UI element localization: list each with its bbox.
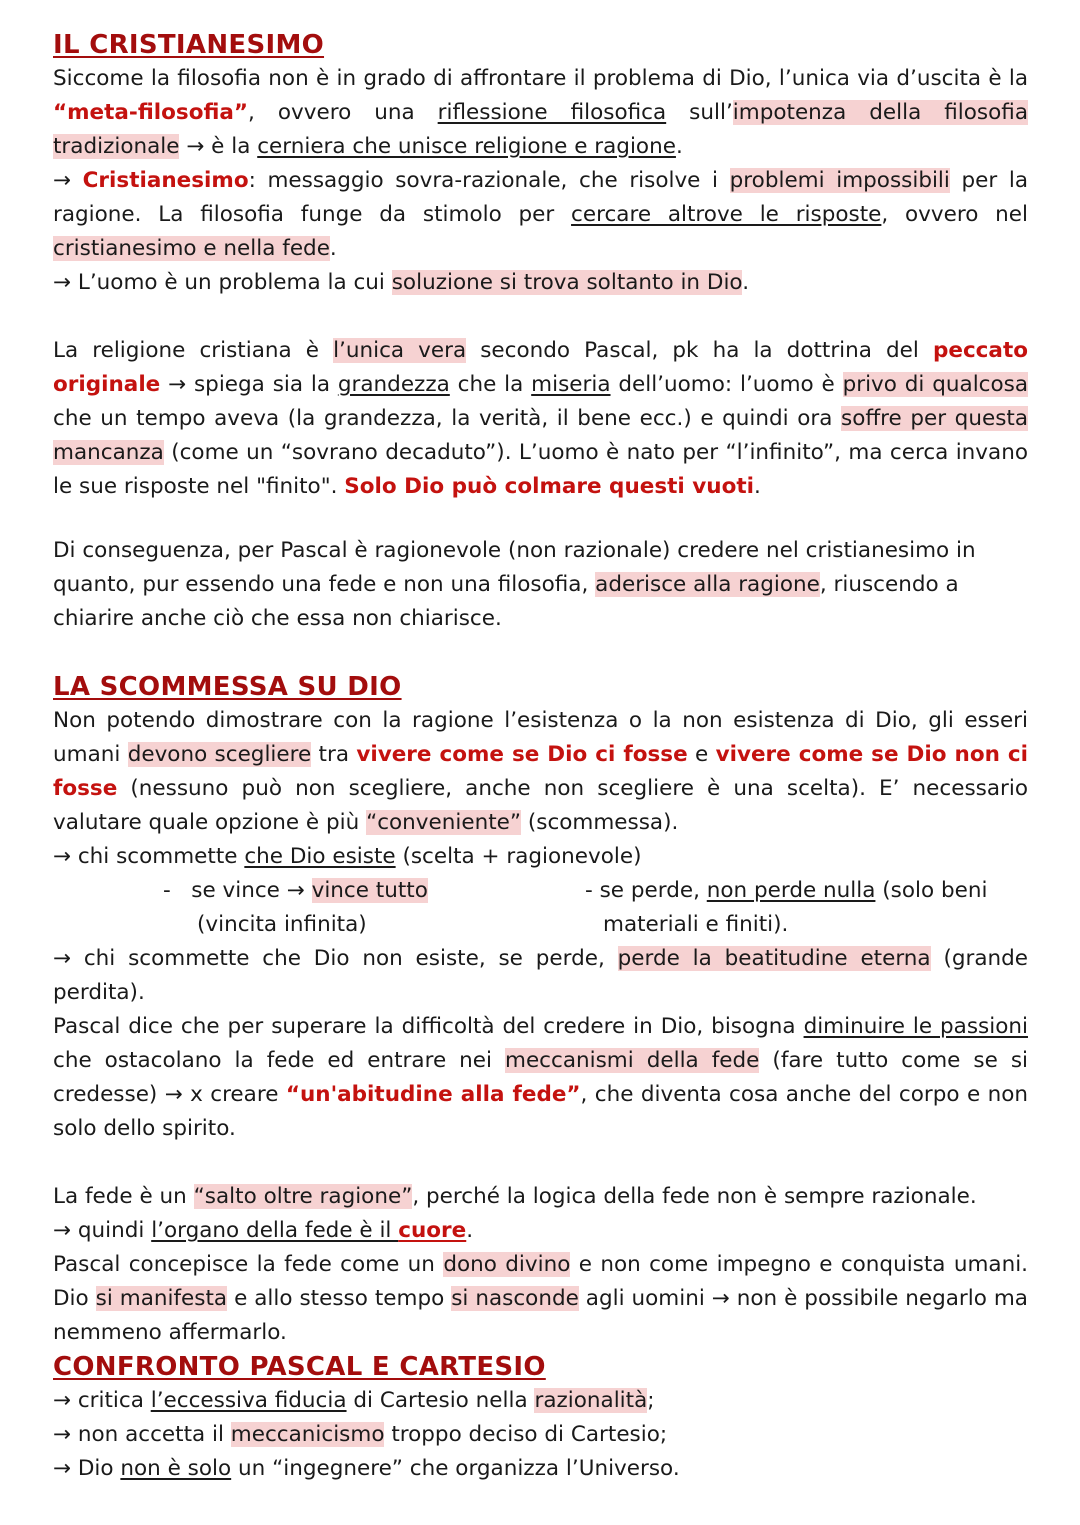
underlined-text: non è solo xyxy=(120,1456,232,1481)
highlighted-text: dono divino xyxy=(443,1252,571,1277)
text: , che diventa cosa anche del corpo e non solo dello spirito. xyxy=(53,1082,1028,1141)
text: Di conseguenza, per Pascal è ragionevole (non razionale) credere nel cristianesimo in quanto, pur essendo una fede e non una filosofia, xyxy=(53,538,976,597)
text: Pascal dice che per superare la difficoltà del credere in Dio, bisogna xyxy=(53,1014,804,1039)
paragraph-abitudine-fede xyxy=(53,1010,1028,1146)
line-meccanicismo xyxy=(53,1418,1028,1452)
text: che un tempo aveva (la grandezza, la verità, il bene ecc.) e quindi ora xyxy=(53,406,842,431)
text: (vincita infinita) xyxy=(197,912,367,937)
text: (scelta + ragionevole) xyxy=(395,844,642,869)
line-ingegnere xyxy=(53,1452,1028,1486)
text: materiali e finiti). xyxy=(603,912,789,937)
text: → critica xyxy=(53,1388,151,1413)
highlighted-text: problemi impossibili xyxy=(729,168,950,193)
highlighted-text: “salto oltre ragione” xyxy=(193,1184,413,1209)
highlighted-text: si nasconde xyxy=(451,1286,579,1311)
paragraph-cuore xyxy=(53,1214,1028,1248)
line-fiducia xyxy=(53,1384,1028,1418)
section-title-scommessa: LA SCOMMESSA SU DIO xyxy=(53,672,402,702)
paragraph-dono-divino xyxy=(53,1248,1028,1350)
highlighted-text: razionalità xyxy=(534,1388,648,1413)
text: (scommessa). xyxy=(521,810,679,835)
text: agli uomini → non è possibile negarlo ma nemmeno affermarlo. xyxy=(53,1286,1028,1345)
paragraph-scommette-non-esiste xyxy=(53,942,1028,1010)
highlighted-text: soffre per questa mancanza xyxy=(53,406,1028,465)
text: , ovvero nel xyxy=(881,202,1029,227)
text: tra xyxy=(311,742,357,767)
highlight-red: vivere come se Dio ci fosse xyxy=(356,742,688,767)
text: . xyxy=(329,236,337,261)
text: un “ingegnere” che organizza l’Universo. xyxy=(231,1456,680,1481)
highlight-red: Solo Dio può colmare questi vuoti xyxy=(344,474,754,499)
text: - se vince → xyxy=(163,878,312,903)
underlined-text: riflessione filosofica xyxy=(437,100,667,125)
highlighted-text: impotenza della filosofia tradizionale xyxy=(53,100,1028,159)
text: ; xyxy=(647,1388,655,1413)
spacer xyxy=(53,300,1028,334)
underlined-text: l’organo della fede è il xyxy=(151,1218,399,1243)
text: e allo stesso tempo xyxy=(227,1286,452,1311)
outcome-lose xyxy=(585,874,1028,942)
spacer xyxy=(53,504,1028,534)
highlighted-text: privo di qualcosa xyxy=(842,372,1029,397)
text: → xyxy=(53,168,83,193)
text: → non accetta il xyxy=(53,1422,231,1447)
text: , riuscendo a chiarire anche ciò che essa non chiarisce. xyxy=(53,572,959,631)
text: e xyxy=(687,742,716,767)
paragraph-scommette-esiste xyxy=(53,840,1028,874)
spacer xyxy=(53,1146,1028,1180)
highlighted-text: aderisce alla ragione xyxy=(595,572,820,597)
paragraph-meta-filosofia xyxy=(53,62,1028,164)
text: che la xyxy=(449,372,532,397)
text: , ovvero una xyxy=(248,100,438,125)
highlighted-text: soluzione si trova soltanto in Dio xyxy=(391,270,743,295)
text: → chi scommette xyxy=(53,844,245,869)
text: di Cartesio nella xyxy=(346,1388,535,1413)
paragraph-uomo-problema xyxy=(53,266,1028,300)
outcome-win xyxy=(163,874,585,942)
paragraph-religione-cristiana xyxy=(53,334,1028,504)
highlight-red: cuore xyxy=(398,1218,467,1243)
text: . xyxy=(466,1218,474,1243)
text: (nessuno può non scegliere, anche non scegliere è una scelta). E’ necessario valutare quale opzione è più xyxy=(53,776,1028,835)
text: → è la xyxy=(179,134,258,159)
highlighted-text: vince tutto xyxy=(311,878,428,903)
underlined-text: non perde nulla xyxy=(706,878,876,903)
paragraph-scegliere xyxy=(53,704,1028,840)
highlighted-text: si manifesta xyxy=(95,1286,228,1311)
notes-page xyxy=(53,28,1028,1486)
paragraph-ragionevole xyxy=(53,534,1028,636)
highlighted-text: l’unica vera xyxy=(333,338,467,363)
highlighted-text: “conveniente” xyxy=(366,810,522,835)
text: . xyxy=(754,474,761,499)
text: Pascal concepisce la fede come un xyxy=(53,1252,444,1277)
underlined-text: che Dio esiste xyxy=(244,844,396,869)
text: Non potendo dimostrare con la ragione l’esistenza o la non esistenza di Dio, gli esseri umani xyxy=(53,708,1028,767)
highlighted-text: meccanicismo xyxy=(230,1422,385,1447)
text: → spiega sia la xyxy=(160,372,338,397)
highlight-red: Cristianesimo xyxy=(82,168,249,193)
text: La fede è un xyxy=(53,1184,194,1209)
text: La religione cristiana è xyxy=(53,338,334,363)
highlighted-text: meccanismi della fede xyxy=(505,1048,760,1073)
section-title-confronto: CONFRONTO PASCAL E CARTESIO xyxy=(53,1352,546,1382)
text: sull’ xyxy=(666,100,733,125)
underlined-text: grandezza xyxy=(337,372,450,397)
text: → quindi xyxy=(53,1218,152,1243)
highlighted-text: perde la beatitudine eterna xyxy=(617,946,931,971)
underlined-text: l’eccessiva fiducia xyxy=(150,1388,347,1413)
highlight-red: peccato originale xyxy=(53,338,1028,397)
text: → chi scommette che Dio non esiste, se perde, xyxy=(53,946,618,971)
text: Siccome la filosofia non è in grado di affrontare il problema di Dio, l’unica via d’uscita è la xyxy=(53,66,1028,91)
text: (fare tutto come se si credesse) → x creare xyxy=(53,1048,1029,1107)
text: secondo Pascal, pk ha la dottrina del xyxy=(466,338,933,363)
text: → L’uomo è un problema la cui xyxy=(53,270,392,295)
highlight-red: “un'abitudine alla fede” xyxy=(285,1082,581,1107)
text: troppo deciso di Cartesio; xyxy=(384,1422,668,1447)
text: (come un “sovrano decaduto”). L’uomo è nato per “l’infinito”, ma cerca invano le sue risposte nel "finito". xyxy=(53,440,1028,499)
highlighted-text: devono scegliere xyxy=(127,742,312,767)
text: per la ragione. La filosofia funge da stimolo per xyxy=(53,168,1029,227)
spacer xyxy=(53,636,1028,670)
paragraph-cristianesimo xyxy=(53,164,1028,266)
highlighted-text: cristianesimo e nella fede xyxy=(53,236,330,261)
outcomes-row xyxy=(53,874,1028,942)
text: - se perde, xyxy=(585,878,707,903)
paragraph-salto xyxy=(53,1180,1028,1214)
underlined-text: diminuire le passioni xyxy=(803,1014,1028,1039)
underlined-text: cerniera che unisce religione e ragione xyxy=(257,134,676,159)
underlined-text: miseria xyxy=(531,372,611,397)
text: (grande perdita). xyxy=(53,946,1028,1005)
text: : messaggio sovra-razionale, che risolve i xyxy=(248,168,730,193)
text: . xyxy=(675,134,683,159)
text: (solo beni xyxy=(875,878,988,903)
highlight-red: “meta-filosofia” xyxy=(53,100,249,125)
text: . xyxy=(742,270,750,295)
section-title-cristianesimo: IL CRISTIANESIMO xyxy=(53,30,325,60)
highlight-red: vivere come se Dio non ci fosse xyxy=(53,742,1028,801)
underlined-text: cercare altrove le risposte xyxy=(571,202,882,227)
text: dell’uomo: l’uomo è xyxy=(610,372,843,397)
text: → Dio xyxy=(53,1456,121,1481)
text: , perché la logica della fede non è sempre razionale. xyxy=(412,1184,977,1209)
text: che ostacolano la fede ed entrare nei xyxy=(53,1048,506,1073)
text: e non come impegno e conquista umani. Dio xyxy=(53,1252,1029,1311)
